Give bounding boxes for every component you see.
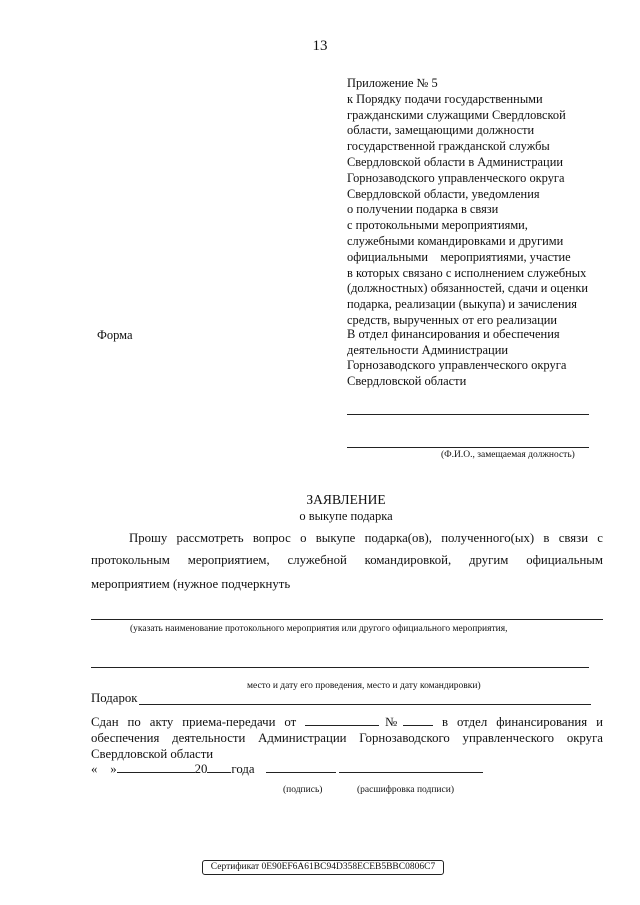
act-date-field[interactable] — [305, 714, 379, 726]
gift-line[interactable] — [139, 704, 591, 705]
appendix-line: подарка, реализации (выкупа) и зачисления — [347, 297, 577, 312]
gift-label: Подарок — [91, 691, 138, 705]
signature-field[interactable] — [266, 761, 336, 773]
body-line-2: протокольным мероприятием, служебной командировкой, другим официальным — [91, 553, 603, 567]
number-sign: № — [379, 715, 403, 729]
appendix-line: к Порядку подачи государственными — [347, 91, 543, 106]
transfer-start: Сдан по акту приема-передачи от — [91, 715, 297, 729]
appendix-line: служебными командировками и другими — [347, 233, 564, 248]
page-number: 13 — [312, 38, 328, 54]
addressee-block — [347, 327, 617, 389]
appendix-line: официальными мероприятиями, участие — [347, 249, 571, 264]
form-label: Форма — [97, 328, 133, 342]
document-subtitle: о выкупе подарка — [299, 509, 393, 523]
transfer-line-3: Свердловской области — [91, 747, 214, 761]
fio-line-1[interactable] — [347, 414, 589, 415]
body-line-3: мероприятием (нужное подчеркнуть — [91, 577, 291, 591]
appendix-line: (должностных) обязанностей, сдачи и оценки — [347, 281, 589, 296]
appendix-header — [347, 76, 617, 329]
appendix-line: гражданскими служащими Свердловской — [347, 107, 566, 122]
signature-decode-field[interactable] — [339, 761, 483, 773]
date-row — [91, 761, 483, 777]
place-caption: место и дату его проведения, место и дату командировки) — [247, 681, 481, 691]
transfer-line-1 — [91, 714, 603, 730]
event-caption: (указать наименование протокольного мероприятия или другого официального мероприятия, — [130, 624, 508, 634]
place-date-line[interactable] — [91, 667, 589, 668]
transfer-line-2: обеспечения деятельности Администрации Горнозаводского управленческого округа — [91, 731, 603, 745]
addressee-line: Горнозаводского управленческого округа — [347, 358, 567, 373]
body-line-1: Прошу рассмотреть вопрос о выкупе подарка(ов), полученного(ых) в связи с — [129, 531, 603, 545]
appendix-line: в которых связано с исполнением служебных — [347, 265, 587, 280]
transfer-rest: в отдел финансирования и — [441, 715, 603, 729]
appendix-line: о получении подарка в связи — [347, 202, 499, 217]
month-field[interactable] — [117, 761, 195, 773]
act-number-field[interactable] — [403, 714, 433, 726]
certificate-stamp: Сертификат 0E90EF6A61BC94D358ECEB5BBC0806C7 — [202, 860, 444, 875]
signature-caption: (подпись) — [283, 785, 323, 795]
fio-caption: (Ф.И.О., замещаемая должность) — [441, 450, 575, 460]
decode-caption: (расшифровка подписи) — [357, 785, 454, 795]
year-prefix: 20 — [194, 762, 208, 776]
fio-line-2[interactable] — [347, 447, 589, 448]
appendix-line: области, замещающими должности — [347, 123, 535, 138]
year-field[interactable] — [207, 761, 231, 773]
addressee-line: деятельности Администрации — [347, 342, 509, 357]
addressee-line: Свердловской области — [347, 373, 467, 388]
appendix-line: Свердловской области в Администрации — [347, 154, 563, 169]
appendix-line: Горнозаводского управленческого округа — [347, 170, 565, 185]
addressee-line: В отдел финансирования и обеспечения — [347, 327, 560, 341]
document-title: ЗАЯВЛЕНИЕ — [306, 492, 386, 507]
appendix-line: средств, вырученных от его реализации — [347, 312, 557, 327]
appendix-line: Свердловской области, уведомления — [347, 186, 540, 201]
event-name-line[interactable] — [91, 619, 603, 620]
year-suffix: года — [231, 762, 255, 776]
appendix-line: Приложение № 5 — [347, 76, 438, 90]
appendix-line: государственной гражданской службы — [347, 139, 550, 154]
transfer-paragraph — [91, 714, 603, 762]
day-quotes[interactable]: « » — [91, 762, 117, 776]
appendix-line: с протокольными мероприятиями, — [347, 218, 528, 233]
